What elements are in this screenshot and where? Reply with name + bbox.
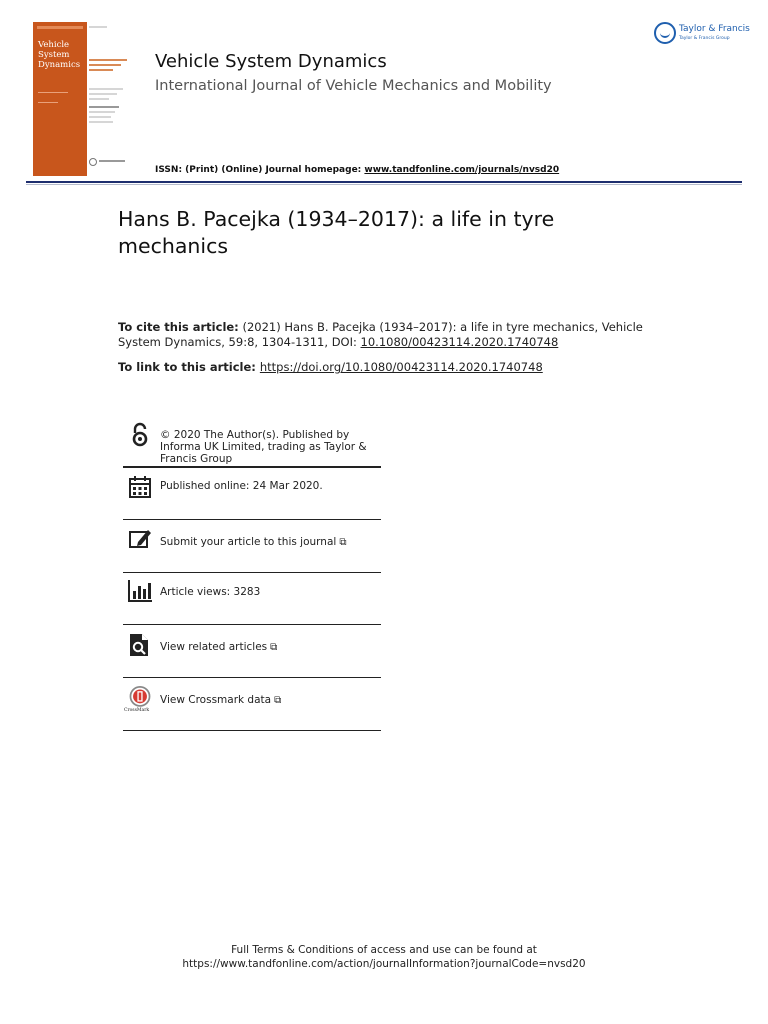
calendar-icon xyxy=(127,474,153,500)
cover-title xyxy=(38,40,80,70)
cover-decor-line xyxy=(38,92,68,93)
issn-text: ISSN: (Print) (Online) Journal homepage: xyxy=(155,165,365,175)
external-link-icon: ⧉ xyxy=(339,537,347,548)
footer-terms xyxy=(0,943,768,971)
edit-icon xyxy=(127,526,153,552)
crossmark-row[interactable] xyxy=(123,680,381,732)
cover-side-line xyxy=(89,26,107,28)
article-link xyxy=(118,360,678,375)
header-divider-thin xyxy=(26,184,742,185)
citation xyxy=(118,320,678,350)
submit-row[interactable] xyxy=(123,522,381,573)
cover-side-line xyxy=(89,69,113,71)
crossmark-label: View Crossmark data xyxy=(160,694,272,706)
journal-title: Vehicle System Dynamics xyxy=(155,51,387,72)
cover-side-line xyxy=(89,116,111,118)
cite-label: To cite this article: xyxy=(118,320,239,334)
cover-side-line xyxy=(89,98,109,100)
related-articles-link[interactable] xyxy=(160,641,277,654)
info-divider xyxy=(123,730,381,731)
cover-side-line xyxy=(89,88,123,90)
cover-top-band xyxy=(37,26,83,29)
taylor-francis-logo-icon xyxy=(654,22,676,44)
link-label: To link to this article: xyxy=(118,360,260,374)
taylor-francis-logo[interactable] xyxy=(654,22,750,48)
info-divider xyxy=(123,624,381,625)
crossmark-logo-text: CrossMark xyxy=(124,708,150,713)
related-label: View related articles xyxy=(160,641,268,653)
cover-side-line xyxy=(89,106,119,108)
external-link-icon: ⧉ xyxy=(270,642,278,653)
cover-title-line: Dynamics xyxy=(38,60,81,70)
footer-line: Full Terms & Conditions of access and use can be found at xyxy=(231,944,537,956)
open-access-row xyxy=(123,420,381,468)
related-row[interactable] xyxy=(123,628,381,679)
cover-side-line xyxy=(89,93,117,95)
views-row xyxy=(123,575,381,626)
article-title: Hans B. Pacejka (1934–2017): a life in tyre mechanics xyxy=(118,207,555,258)
document-search-icon xyxy=(127,632,153,658)
published-date: Published online: 24 Mar 2020. xyxy=(160,480,323,492)
info-divider xyxy=(123,519,381,520)
article-doi-link[interactable]: https://doi.org/10.1080/00423114.2020.1740748 xyxy=(259,360,543,374)
info-divider xyxy=(123,466,381,468)
cover-title-line: System xyxy=(38,50,70,60)
publisher-mini-logo-icon xyxy=(89,158,97,166)
cover-side-line xyxy=(89,64,121,66)
header-divider xyxy=(26,181,742,183)
copyright-text: © 2020 The Author(s). Published by Informa UK Limited, trading as Taylor & Francis Group xyxy=(160,429,367,465)
footer-terms-link[interactable]: https://www.tandfonline.com/action/journalInformation?journalCode=nvsd20 xyxy=(182,958,586,970)
open-access-icon xyxy=(127,422,153,448)
cite-doi-link[interactable]: 10.1080/00423114.2020.1740748 xyxy=(360,335,559,349)
cover-side-line xyxy=(89,121,113,123)
publisher-group: Taylor & Francis Group xyxy=(679,36,730,41)
published-row xyxy=(123,470,381,520)
cover-side-panel xyxy=(89,22,129,176)
cover-side-line xyxy=(89,59,127,61)
article-views: Article views: 3283 xyxy=(160,586,261,598)
cover-decor-line xyxy=(38,102,58,103)
publisher-mini-logo-text xyxy=(99,160,125,162)
info-divider xyxy=(123,572,381,573)
submit-article-link[interactable] xyxy=(160,536,346,549)
journal-cover-thumbnail xyxy=(33,22,87,176)
info-divider xyxy=(123,677,381,678)
publisher-name: Taylor & Francis xyxy=(679,24,750,34)
journal-homepage-link[interactable]: www.tandfonline.com/journals/nvsd20 xyxy=(364,165,560,175)
cover-title-line: Vehicle xyxy=(38,40,70,50)
external-link-icon: ⧉ xyxy=(274,695,282,706)
issn-line xyxy=(155,165,559,175)
cover-side-line xyxy=(89,111,115,113)
crossmark-link[interactable] xyxy=(160,694,281,707)
journal-subtitle: International Journal of Vehicle Mechanics and Mobility xyxy=(155,78,552,94)
bar-chart-icon xyxy=(127,578,153,604)
submit-label: Submit your article to this journal xyxy=(160,536,337,548)
cite-text: (2021) Hans B. Pacejka (1934–2017): a life in tyre mechanics, Vehicle System Dynamics, 59:8, 1304-1311, DOI: xyxy=(118,320,643,349)
